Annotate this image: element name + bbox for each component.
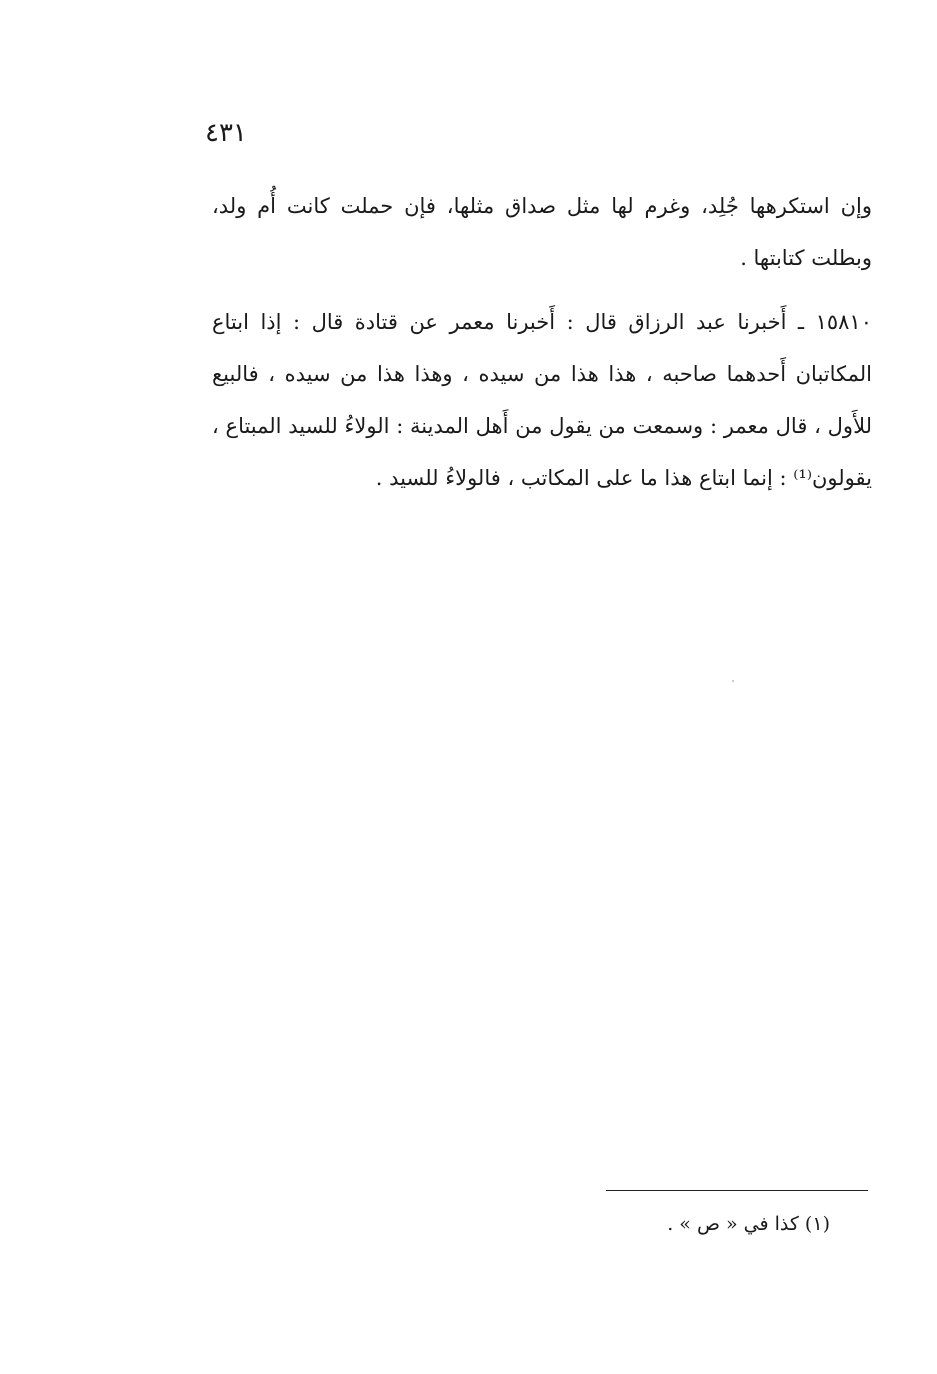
body-text — [212, 180, 872, 504]
page-number: ٤٣١ — [205, 118, 247, 148]
paragraph-2: ١٥٨١٠ ـ أَخبرنا عبد الرزاق قال : أَخبرنا معمر عن قتادة قال : إذا ابتاع المكاتبان أَحدهما صاحبه ، هذا هذا من سيده ، وهذا هذا من سيده ، فالبيع للأَول ، قال معمر : وسمعت من يقول من أَهل المدينة : الولاءُ للسيد المبتاع ، يقولون⁽¹⁾ : إنما ابتاع هذا ما على المكاتب ، فالولاءُ للسيد . — [212, 310, 872, 490]
scan-speck — [732, 680, 734, 682]
footnote-divider — [606, 1190, 868, 1191]
paragraph-1: وإن استكرهها جُلِد، وغرم لها مثل صداق مثلها، فإن حملت كانت أُم ولد، وبطلت كتابتها . — [212, 194, 872, 270]
footnote-1: (١) كذا في « ص » . — [667, 1213, 830, 1235]
